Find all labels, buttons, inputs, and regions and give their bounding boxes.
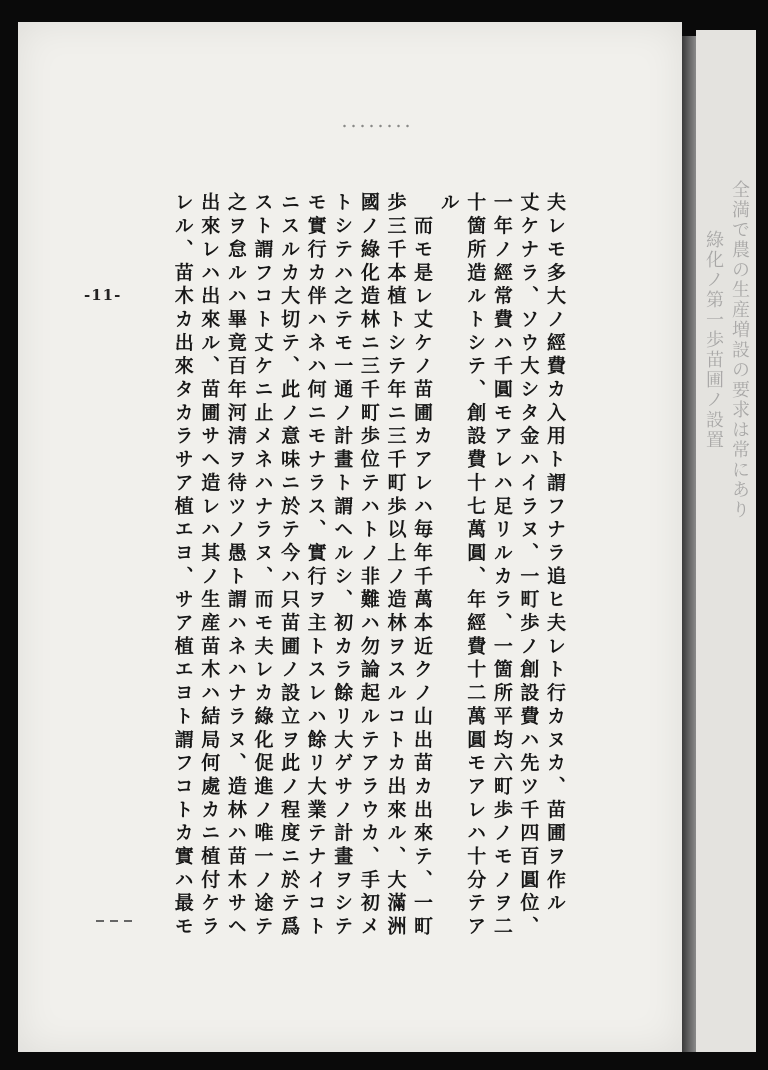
- book-spine: [682, 36, 696, 1052]
- text-column: スト謂フコト丈ケニ止メネハナラヌ、而モ夫レカ綠化促進ノ唯一ノ途テ: [251, 192, 274, 940]
- text-column: モ實行カ伴ハネハ何ニモナラス、實行ヲ主トスレハ餘リ大業テナイコト: [304, 192, 327, 940]
- text-column: 夫レモ多大ノ經費カ入用ト謂フナラ追ヒ夫レト行カヌカ、苗圃ヲ作ル: [544, 192, 566, 916]
- text-column: 之ヲ怠ルハ畢竟百年河淸ヲ待ツノ愚ト謂ハネハナラヌ、造林ハ苗木サヘ: [224, 192, 247, 940]
- facing-page-fragment-2: 綠化ノ第一歩苗圃ノ設置: [703, 230, 724, 450]
- text-column: 國ノ綠化造林ニ三千町歩位テハトノ非難ハ勿論起ルテアラウカ、手初メ: [357, 192, 380, 940]
- text-column: 出來レハ出來ル、苗圃サヘ造レハ其ノ生産苗木ハ結局何處カニ植付ケラ: [198, 192, 221, 940]
- scan-speckle: [340, 122, 410, 130]
- page-number: -11-: [84, 286, 122, 304]
- text-column: 十箇所造ルトシテ、創設費十七萬圓、年經費十二萬圓モアレハ十分テア: [464, 192, 487, 940]
- text-column: 丈ケナラ、ソウ大シタ金ハイラヌ、一町歩ノ創設費ハ先ツ千四百圓位、: [517, 192, 540, 940]
- text-column: ル: [437, 192, 460, 216]
- text-column: 一年ノ經常費ハ千圓モアレハ足リルカラ、一箇所平均六町歩ノモノヲ二: [490, 192, 513, 940]
- text-column: 而モ是レ丈ケノ苗圃カアレハ毎年千萬本近クノ山出苗カ出來テ、一町: [411, 192, 434, 940]
- vertical-body-text: [108, 192, 568, 972]
- text-column: レル、苗木カ出來タカラサア植エヨ、サア植エヨト謂フコトカ實ハ最モ: [171, 192, 194, 940]
- text-column: ニスルカ大切テ、此ノ意味ニ於テ今ハ只苗圃ノ設立ヲ此ノ程度ニ於テ爲: [278, 192, 301, 940]
- facing-page-fragment-1: 全満で農の生産増設の要求は常にあり: [729, 180, 750, 520]
- text-column: 歩三千本植トシテ年ニ三千町歩以上ノ造林ヲスルコトカ出來ル、大滿洲: [384, 192, 407, 940]
- margin-mark: [96, 920, 138, 922]
- text-column: トシテハ之テモ一通ノ計畫ト謂ヘルシ、初カラ餘リ大ゲサノ計畫ヲシテ: [331, 192, 354, 940]
